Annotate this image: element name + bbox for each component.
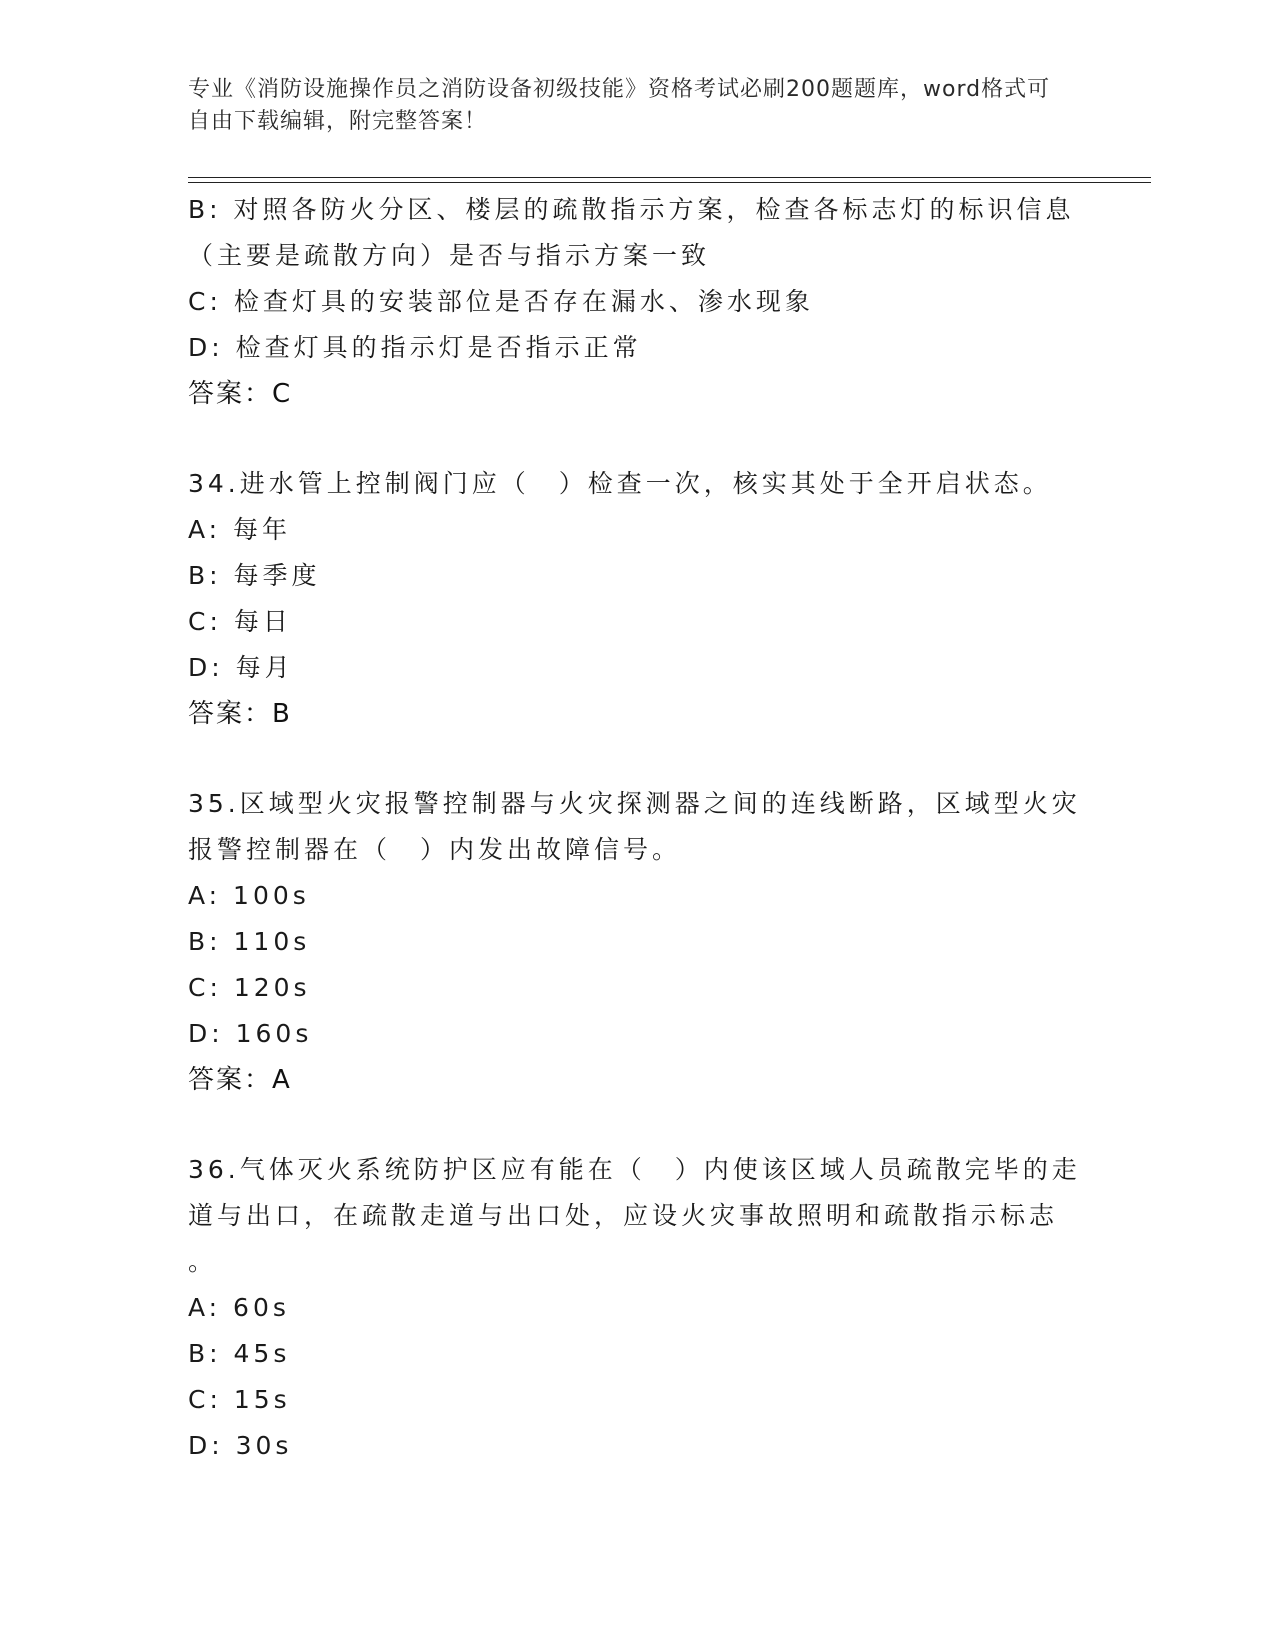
question-stem-line-2: 道与出口，在疏散走道与出口处，应设火灾事故照明和疏散指示标志 <box>188 1201 1059 1230</box>
option-b: B: 110s <box>188 927 311 956</box>
answer: 答案：A <box>188 1065 292 1095</box>
answer: 答案：C <box>188 379 293 409</box>
option-b: B: 每季度 <box>188 561 321 590</box>
document-header <box>188 74 1068 138</box>
header-double-rule <box>188 177 1151 183</box>
option-c: C: 每日 <box>188 607 292 636</box>
spacer <box>188 1103 1088 1147</box>
question-content <box>188 187 1088 1469</box>
option-a: A: 100s <box>188 881 310 910</box>
question-stem-line-2: 报警控制器在（ ）内发出故障信号。 <box>188 835 682 864</box>
question-35 <box>188 781 1088 1103</box>
spacer <box>188 417 1088 461</box>
option-d: D: 30s <box>188 1431 293 1460</box>
option-c: C: 15s <box>188 1385 291 1414</box>
option-d: D: 每月 <box>188 653 294 682</box>
answer: 答案：B <box>188 699 292 729</box>
option-c: C: 检查灯具的安装部位是否存在漏水、渗水现象 <box>188 287 814 316</box>
option-a: A: 60s <box>188 1293 290 1322</box>
question-33-tail <box>188 187 1088 417</box>
question-36 <box>188 1147 1088 1469</box>
option-d: D: 160s <box>188 1019 313 1048</box>
option-d: D: 检查灯具的指示灯是否指示正常 <box>188 333 642 362</box>
option-b-line-1: B: 对照各防火分区、楼层的疏散指示方案，检查各标志灯的标识信息 <box>188 195 1075 224</box>
document-title: 专业《消防设施操作员之消防设备初级技能》资格考试必刷200题题库，word格式可自由下载编辑，附完整答案！ <box>188 77 1051 134</box>
question-stem-line-1: 36.气体灭火系统防护区应有能在（ ）内使该区域人员疏散完毕的走 <box>188 1155 1081 1184</box>
question-stem: 34.进水管上控制阀门应（ ）检查一次，核实其处于全开启状态。 <box>188 469 1052 498</box>
option-b: B: 45s <box>188 1339 291 1368</box>
option-c: C: 120s <box>188 973 311 1002</box>
option-b-line-2: （主要是疏散方向）是否与指示方案一致 <box>188 241 711 270</box>
question-stem-line-3: 。 <box>188 1247 218 1276</box>
question-stem-line-1: 35.区域型火灾报警控制器与火灾探测器之间的连线断路，区域型火灾 <box>188 789 1081 818</box>
option-a: A: 每年 <box>188 515 292 544</box>
question-34 <box>188 461 1088 737</box>
spacer <box>188 737 1088 781</box>
